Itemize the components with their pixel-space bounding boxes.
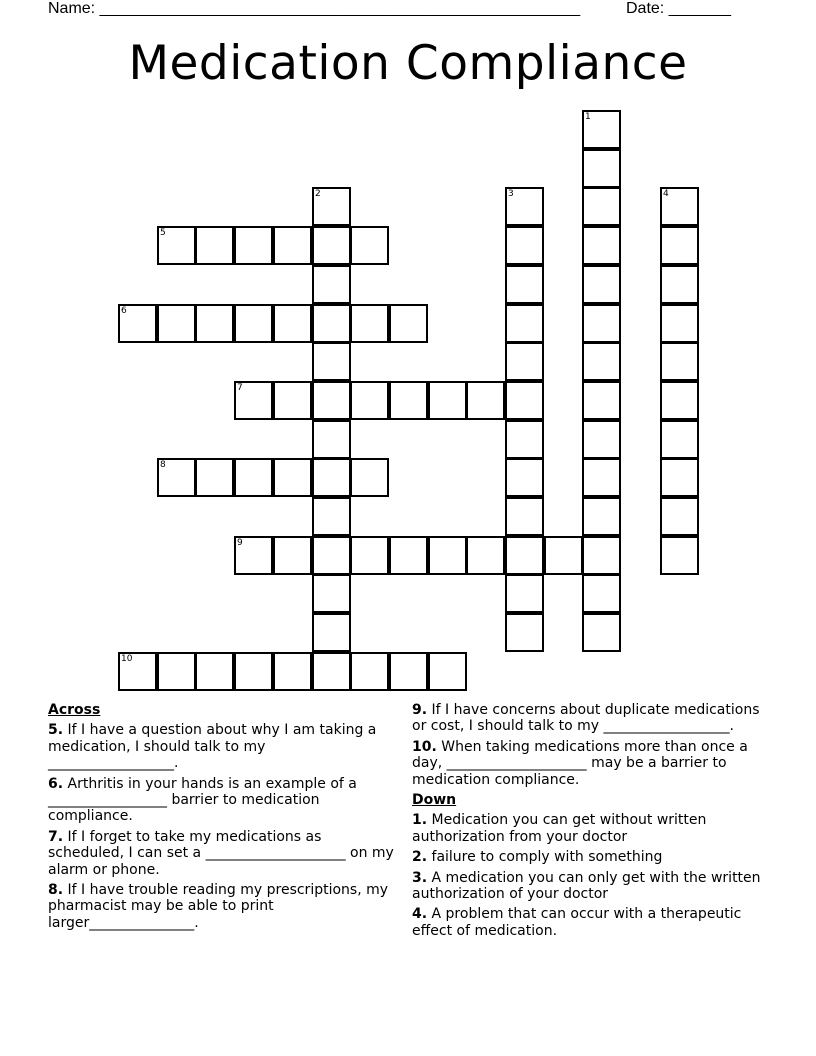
clue-number: 4 [663, 189, 669, 199]
grid-cell[interactable] [312, 265, 351, 304]
grid-cell[interactable] [582, 497, 621, 536]
grid-cell[interactable] [350, 458, 389, 497]
grid-cell[interactable] [660, 304, 699, 343]
grid-cell[interactable] [660, 226, 699, 265]
grid-cell[interactable] [350, 226, 389, 265]
clue-down-3: 3. A medication you can only get with the written authorization of your doctor [412, 869, 761, 903]
grid-cell[interactable] [660, 342, 699, 381]
grid-cell[interactable] [273, 652, 312, 691]
grid-cell[interactable] [350, 304, 389, 343]
grid-cell[interactable] [505, 226, 544, 265]
down-heading: Down [412, 792, 457, 809]
grid-cell[interactable] [312, 381, 351, 420]
clue-number: 8 [160, 460, 166, 470]
grid-cell[interactable] [505, 574, 544, 613]
grid-cell[interactable] [118, 652, 157, 691]
grid-cell[interactable] [582, 381, 621, 420]
grid-cell[interactable] [195, 304, 234, 343]
grid-cell[interactable] [428, 381, 467, 420]
clues-left-column [48, 702, 398, 935]
grid-cell[interactable] [273, 226, 312, 265]
grid-cell[interactable] [505, 342, 544, 381]
grid-cell[interactable] [273, 458, 312, 497]
grid-cell[interactable] [312, 187, 351, 226]
across-heading: Across [48, 702, 101, 718]
grid-cell[interactable] [389, 381, 428, 420]
clue-number: 3 [508, 189, 514, 199]
grid-cell[interactable] [157, 458, 196, 497]
grid-cell[interactable] [234, 226, 273, 265]
grid-cell[interactable] [312, 652, 351, 691]
grid-cell[interactable] [582, 110, 621, 149]
clue-number: 7 [237, 383, 243, 393]
clue-across-6: 6. Arthritis in your hands is an example of a _________________ barrier to medication compliance. [48, 775, 357, 825]
grid-cell[interactable] [582, 574, 621, 613]
grid-cell[interactable] [428, 652, 467, 691]
grid-cell[interactable] [660, 420, 699, 459]
grid-cell[interactable] [312, 342, 351, 381]
grid-cell[interactable] [582, 342, 621, 381]
clue-number: 10 [121, 654, 133, 664]
grid-cell[interactable] [234, 652, 273, 691]
grid-cell[interactable] [505, 613, 544, 652]
clue-across-9: 9. If I have concerns about duplicate medications or cost, I should talk to my __________________. [412, 702, 760, 735]
grid-cell[interactable] [157, 652, 196, 691]
grid-cell[interactable] [582, 613, 621, 652]
grid-cell[interactable] [505, 536, 544, 575]
grid-cell[interactable] [660, 497, 699, 536]
grid-cell[interactable] [505, 187, 544, 226]
clue-number: 1 [585, 112, 591, 122]
grid-cell[interactable] [157, 226, 196, 265]
grid-cell[interactable] [505, 458, 544, 497]
grid-cell[interactable] [582, 265, 621, 304]
clue-number: 6 [121, 306, 127, 316]
grid-cell[interactable] [312, 613, 351, 652]
grid-cell[interactable] [234, 458, 273, 497]
clue-number: 5 [160, 228, 166, 238]
grid-cell[interactable] [234, 381, 273, 420]
grid-cell[interactable] [350, 381, 389, 420]
grid-cell[interactable] [428, 536, 467, 575]
grid-cell[interactable] [195, 458, 234, 497]
grid-cell[interactable] [505, 420, 544, 459]
grid-cell[interactable] [118, 304, 157, 343]
grid-cell[interactable] [312, 304, 351, 343]
grid-cell[interactable] [312, 574, 351, 613]
grid-cell[interactable] [195, 226, 234, 265]
grid-cell[interactable] [195, 652, 234, 691]
grid-cell[interactable] [234, 304, 273, 343]
clue-across-5: 5. If I have a question about why I am taking a medication, I should talk to my __________________. [48, 722, 377, 772]
grid-cell[interactable] [466, 381, 505, 420]
grid-cell[interactable] [312, 536, 351, 575]
clue-across-8: 8. If I have trouble reading my prescriptions, my pharmacist may be able to print larger_______________. [48, 882, 389, 931]
grid-cell[interactable] [660, 381, 699, 420]
grid-cell[interactable] [389, 536, 428, 575]
grid-cell[interactable] [389, 652, 428, 691]
clue-across-10: 10. When taking medications more than once a day, ____________________ may be a barrier to medication compliance. [412, 738, 748, 788]
grid-cell[interactable] [505, 265, 544, 304]
grid-cell[interactable] [312, 458, 351, 497]
clue-down-4: 4. A problem that can occur with a therapeutic effect of medication. [412, 906, 742, 939]
grid-cell[interactable] [582, 304, 621, 343]
clue-number: 2 [315, 189, 321, 199]
grid-cell[interactable] [660, 187, 699, 226]
grid-cell[interactable] [582, 187, 621, 226]
grid-cell[interactable] [505, 304, 544, 343]
grid-cell[interactable] [350, 652, 389, 691]
grid-cell[interactable] [273, 381, 312, 420]
grid-cell[interactable] [582, 420, 621, 459]
grid-cell[interactable] [505, 381, 544, 420]
clue-across-7: 7. If I forget to take my medications as scheduled, I can set a ____________________ on my alarm or phone. [48, 828, 394, 878]
grid-cell[interactable] [312, 497, 351, 536]
grid-cell[interactable] [273, 536, 312, 575]
clue-down-1: 1. Medication you can get without written authorization from your doctor [412, 812, 707, 845]
grid-cell[interactable] [389, 304, 428, 343]
page-title: Medication Compliance [128, 36, 688, 91]
grid-cell[interactable] [157, 304, 196, 343]
clue-number: 9 [237, 538, 243, 548]
name-field: Name: ______________________________________________________ [48, 0, 581, 17]
clues-right-column [412, 702, 762, 943]
grid-cell[interactable] [466, 536, 505, 575]
grid-cell[interactable] [312, 226, 351, 265]
clue-down-2: 2. failure to comply with something [412, 849, 663, 866]
grid-cell[interactable] [273, 304, 312, 343]
grid-cell[interactable] [582, 458, 621, 497]
grid-cell[interactable] [582, 536, 621, 575]
grid-cell[interactable] [544, 536, 583, 575]
grid-cell[interactable] [350, 536, 389, 575]
grid-cell[interactable] [312, 420, 351, 459]
grid-cell[interactable] [582, 149, 621, 188]
grid-cell[interactable] [582, 226, 621, 265]
date-field: Date: _______ [626, 0, 731, 17]
grid-cell[interactable] [660, 536, 699, 575]
grid-cell[interactable] [660, 265, 699, 304]
grid-cell[interactable] [660, 458, 699, 497]
grid-cell[interactable] [505, 497, 544, 536]
grid-cell[interactable] [234, 536, 273, 575]
